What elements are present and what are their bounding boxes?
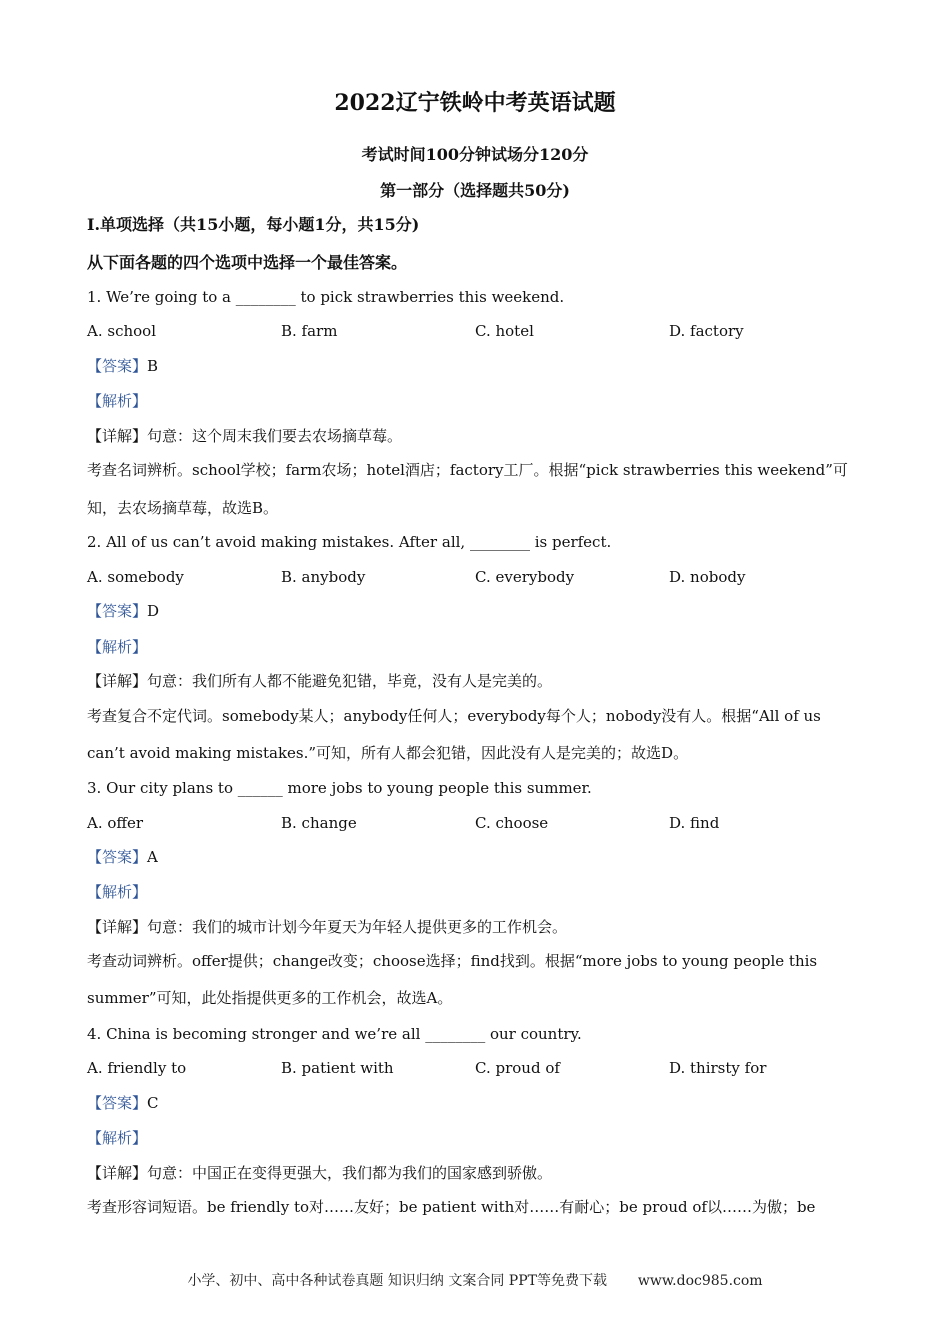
detail-text: 句意：中国正在变得更强大，我们都为我们的国家感到骄傲。 bbox=[147, 1164, 553, 1182]
footer-text: 小学、初中、高中各种试卷真题 知识归纳 文案合同 PPT等免费下载 bbox=[187, 1273, 607, 1289]
option-b: B. patient with bbox=[281, 1059, 394, 1077]
option-d: D. nobody bbox=[669, 568, 746, 586]
option-a: A. somebody bbox=[87, 568, 184, 586]
analysis-label: 【解析】 bbox=[87, 1129, 148, 1147]
option-b: B. change bbox=[281, 814, 357, 832]
section-heading: I.单项选择（共15小题，每小题1分，共15分) bbox=[87, 215, 420, 234]
option-c: C. proud of bbox=[475, 1059, 560, 1077]
explanation-line: 考查复合不定代词。somebody某人；anybody任何人；everybody每个人；nobody没有人。根据“All of us bbox=[87, 707, 821, 725]
question-stem: 3. Our city plans to ______ more jobs to young people this summer. bbox=[87, 779, 592, 797]
answer-line bbox=[87, 1093, 159, 1113]
option-c: C. choose bbox=[475, 814, 549, 832]
option-c: C. everybody bbox=[475, 568, 575, 586]
footer-link[interactable]: www.doc985.com bbox=[637, 1273, 763, 1289]
detail-label: 【详解】 bbox=[87, 1164, 148, 1182]
explanation-line: summer”可知，此处指提供更多的工作机会，故选A。 bbox=[87, 989, 453, 1007]
option-a: A. offer bbox=[87, 814, 144, 832]
footer bbox=[0, 1270, 950, 1290]
detail-label: 【详解】 bbox=[87, 918, 148, 936]
option-d: D. thirsty for bbox=[669, 1059, 767, 1077]
explanation-line: can’t avoid making mistakes.”可知，所有人都会犯错，因此没有人是完美的；故选D。 bbox=[87, 744, 689, 762]
explanation-line: 考查形容词短语。be friendly to对……友好；be patient with对……有耐心；be proud of以……为傲；be bbox=[87, 1198, 816, 1216]
exam-info: 考试时间100分钟试场分120分 bbox=[361, 145, 589, 164]
analysis-label: 【解析】 bbox=[87, 883, 148, 901]
answer-label: 【答案】 bbox=[87, 848, 148, 866]
document-title: 2022辽宁铁岭中考英语试题 bbox=[334, 90, 616, 116]
detail-line bbox=[87, 426, 402, 446]
answer-value: A bbox=[147, 848, 158, 866]
option-c: C. hotel bbox=[475, 322, 534, 340]
option-a: A. school bbox=[87, 322, 156, 340]
option-d: D. find bbox=[669, 814, 720, 832]
detail-label: 【详解】 bbox=[87, 672, 148, 690]
detail-label: 【详解】 bbox=[87, 427, 148, 445]
answer-label: 【答案】 bbox=[87, 357, 148, 375]
question-stem: 1. We’re going to a ________ to pick strawberries this weekend. bbox=[87, 288, 565, 306]
question-stem: 2. All of us can’t avoid making mistakes. After all, ________ is perfect. bbox=[87, 533, 612, 551]
option-b: B. farm bbox=[281, 322, 338, 340]
answer-label: 【答案】 bbox=[87, 602, 148, 620]
answer-label: 【答案】 bbox=[87, 1094, 148, 1112]
detail-text: 句意：这个周末我们要去农场摘草莓。 bbox=[147, 427, 403, 445]
analysis-label: 【解析】 bbox=[87, 392, 148, 410]
answer-value: D bbox=[147, 602, 160, 620]
detail-line bbox=[87, 671, 552, 691]
answer-value: C bbox=[147, 1094, 159, 1112]
detail-line bbox=[87, 1163, 552, 1183]
explanation-line: 考查名词辨析。school学校；farm农场；hotel酒店；factory工厂。根据“pick strawberries this weekend”可 bbox=[87, 461, 848, 479]
instruction: 从下面各题的四个选项中选择一个最佳答案。 bbox=[87, 253, 408, 272]
part-title: 第一部分（选择题共50分) bbox=[380, 181, 570, 200]
option-b: B. anybody bbox=[281, 568, 366, 586]
option-a: A. friendly to bbox=[87, 1059, 187, 1077]
explanation-line: 考查动词辨析。offer提供；change改变；choose选择；find找到。根据“more jobs to young people this bbox=[87, 952, 818, 970]
answer-line bbox=[87, 356, 158, 376]
answer-value: B bbox=[147, 357, 159, 375]
answer-line bbox=[87, 847, 158, 867]
question-stem: 4. China is becoming stronger and we’re all ________ our country. bbox=[87, 1025, 582, 1043]
detail-line bbox=[87, 917, 567, 937]
detail-text: 句意：我们所有人都不能避免犯错，毕竟，没有人是完美的。 bbox=[147, 672, 553, 690]
detail-text: 句意：我们的城市计划今年夏天为年轻人提供更多的工作机会。 bbox=[147, 918, 568, 936]
option-d: D. factory bbox=[669, 322, 744, 340]
explanation-line: 知，去农场摘草莓，故选B。 bbox=[87, 499, 279, 517]
answer-line bbox=[87, 601, 159, 621]
analysis-label: 【解析】 bbox=[87, 638, 148, 656]
